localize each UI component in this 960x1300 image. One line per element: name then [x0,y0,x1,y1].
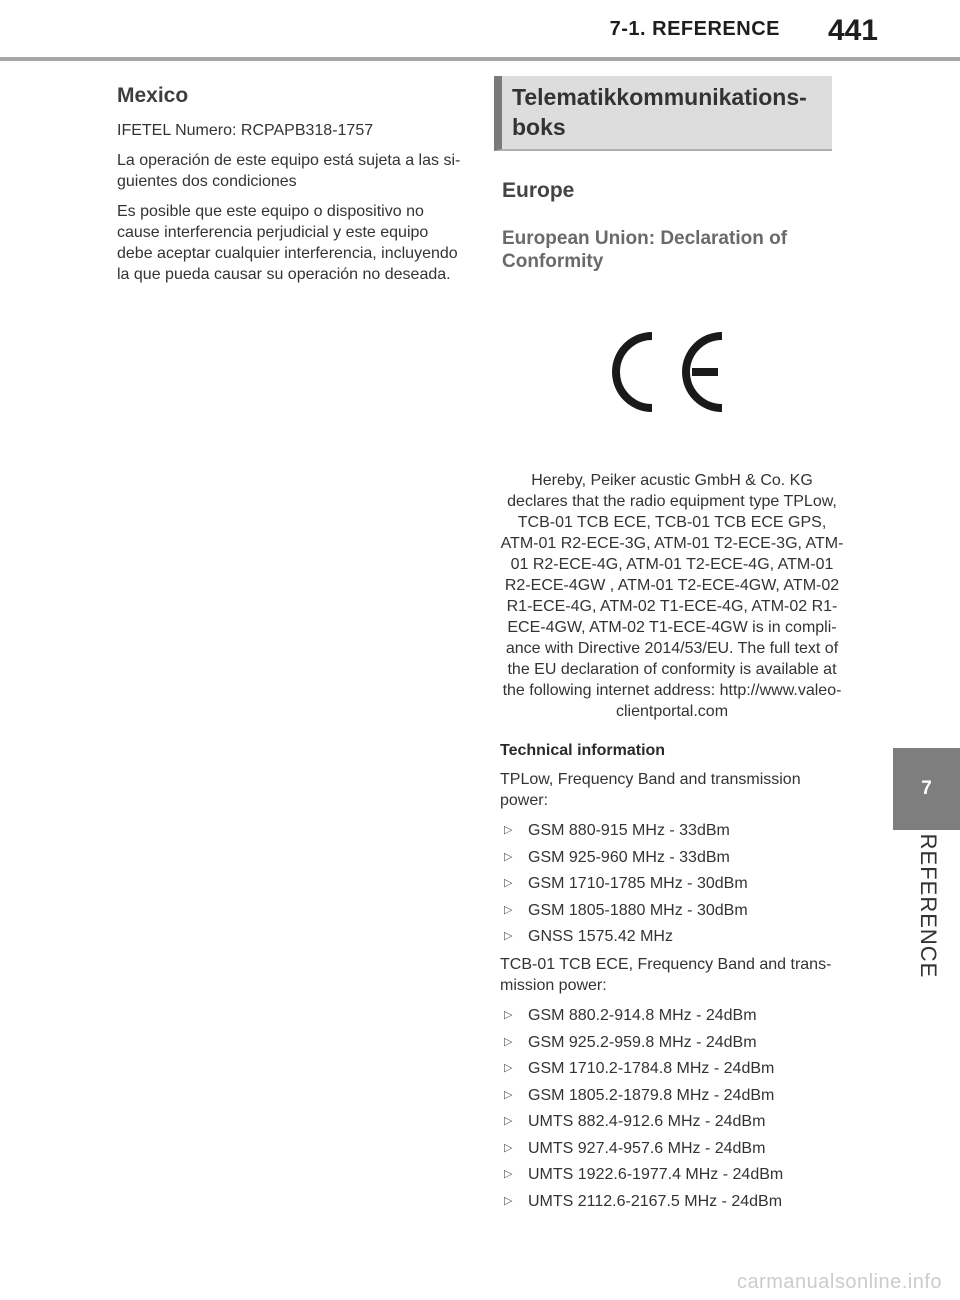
list-item: ▷ GSM 880-915 MHz - 33dBm [500,820,844,841]
triangle-bullet-icon: ▷ [504,877,513,889]
technical-information [500,742,844,1219]
triangle-bullet-icon: ▷ [504,824,513,836]
section-title-line2: boks [512,114,566,140]
mexico-heading: Mexico [117,84,189,107]
tcb-intro: TCB-01 TCB ECE, Frequency Band and trans-mission power: [500,956,832,994]
list-item: ▷ GSM 925.2-959.8 MHz - 24dBm [500,1032,844,1053]
list-item: ▷ UMTS 882.4-912.6 MHz - 24dBm [500,1111,844,1132]
triangle-bullet-icon: ▷ [504,1088,513,1101]
list-item: ▷ UMTS 927.4-957.6 MHz - 24dBm [500,1138,844,1159]
technical-information-heading: Technical information [500,742,666,759]
page-number: 441 [827,14,878,47]
interference-notice: Es posible que este equipo o dispositivo no cause interferencia perjudicial y este equipo debe aceptar cualquier interferencia, incluyendo la que pueda causar su operación no deseada. [117,203,458,283]
left-column [117,84,462,294]
triangle-bullet-icon: ▷ [504,1115,513,1127]
chapter-side-label: REFERENCE [916,833,941,979]
eu-heading-line2: Conformity [502,251,604,272]
conformity-declaration: Hereby, Peiker acustic GmbH & Co. KG declares that the radio equipment type TPLow, TCB-01 TCB ECE, TCB-01 TCB ECE GPS, ATM-01 R2-ECE-3G, ATM-01 T2-ECE-3G, ATM-01 R2-ECE-4G, ATM-01 T2-ECE-4G, ATM-01 R2-ECE-4GW , ATM-01 T2-ECE-4GW, ATM-02 R1-ECE-4G, ATM-02 T1-ECE-4G, ATM-02 R1-ECE-4GW, ATM-02 T1-ECE-4GW is in compli-ance with Directive 2014/53/EU. The full text of the EU declaration of conformity is available at the following internet address: http://www.valeo-clientportal.com [500,472,844,720]
triangle-bullet-icon: ▷ [504,1168,513,1180]
list-item: ▷ GSM 1710.2-1784.8 MHz - 24dBm [500,1058,844,1079]
tplow-intro: TPLow, Frequency Band and transmission power: [500,771,801,809]
list-item: ▷ GNSS 1575.42 MHz [500,926,844,947]
chapter-tab-number: 7 [921,778,932,799]
eu-declaration-heading [502,227,850,273]
section-title-line1: Telematikkommunikations- [512,84,807,110]
eu-heading-line1: European Union: Declaration of [502,228,788,249]
list-item: ▷ UMTS 1922.6-1977.4 MHz - 24dBm [500,1164,844,1185]
running-header-title: 7-1. REFERENCE [609,18,780,40]
europe-heading: Europe [502,179,575,202]
tcb-band-list [500,1005,844,1212]
list-item: ▷ GSM 1805.2-1879.8 MHz - 24dBm [500,1085,844,1106]
watermark: carmanualsonline.info [736,1271,942,1293]
ce-mark-icon [612,328,730,416]
triangle-bullet-icon: ▷ [504,850,513,863]
triangle-bullet-icon: ▷ [504,1009,513,1021]
section-title-box [494,76,832,151]
triangle-bullet-icon: ▷ [504,1062,513,1074]
triangle-bullet-icon: ▷ [504,1194,513,1207]
list-item: ▷ UMTS 2112.6-2167.5 MHz - 24dBm [500,1191,844,1212]
list-item: ▷ GSM 880.2-914.8 MHz - 24dBm [500,1005,844,1026]
ifetel-number: IFETEL Numero: RCPAPB318-1757 [117,122,374,139]
triangle-bullet-icon: ▷ [504,1035,513,1048]
list-item: ▷ GSM 1710-1785 MHz - 30dBm [500,873,844,894]
chapter-tab[interactable] [893,748,960,830]
tplow-band-list [500,820,844,947]
header-rule [0,57,960,61]
triangle-bullet-icon: ▷ [504,903,513,916]
list-item: ▷ GSM 925-960 MHz - 33dBm [500,847,844,868]
triangle-bullet-icon: ▷ [504,930,513,942]
list-item: ▷ GSM 1805-1880 MHz - 30dBm [500,900,844,921]
right-column [494,76,850,1210]
operation-conditions: La operación de este equipo está sujeta a las si-guientes dos condiciones [117,152,461,190]
triangle-bullet-icon: ▷ [504,1141,513,1154]
